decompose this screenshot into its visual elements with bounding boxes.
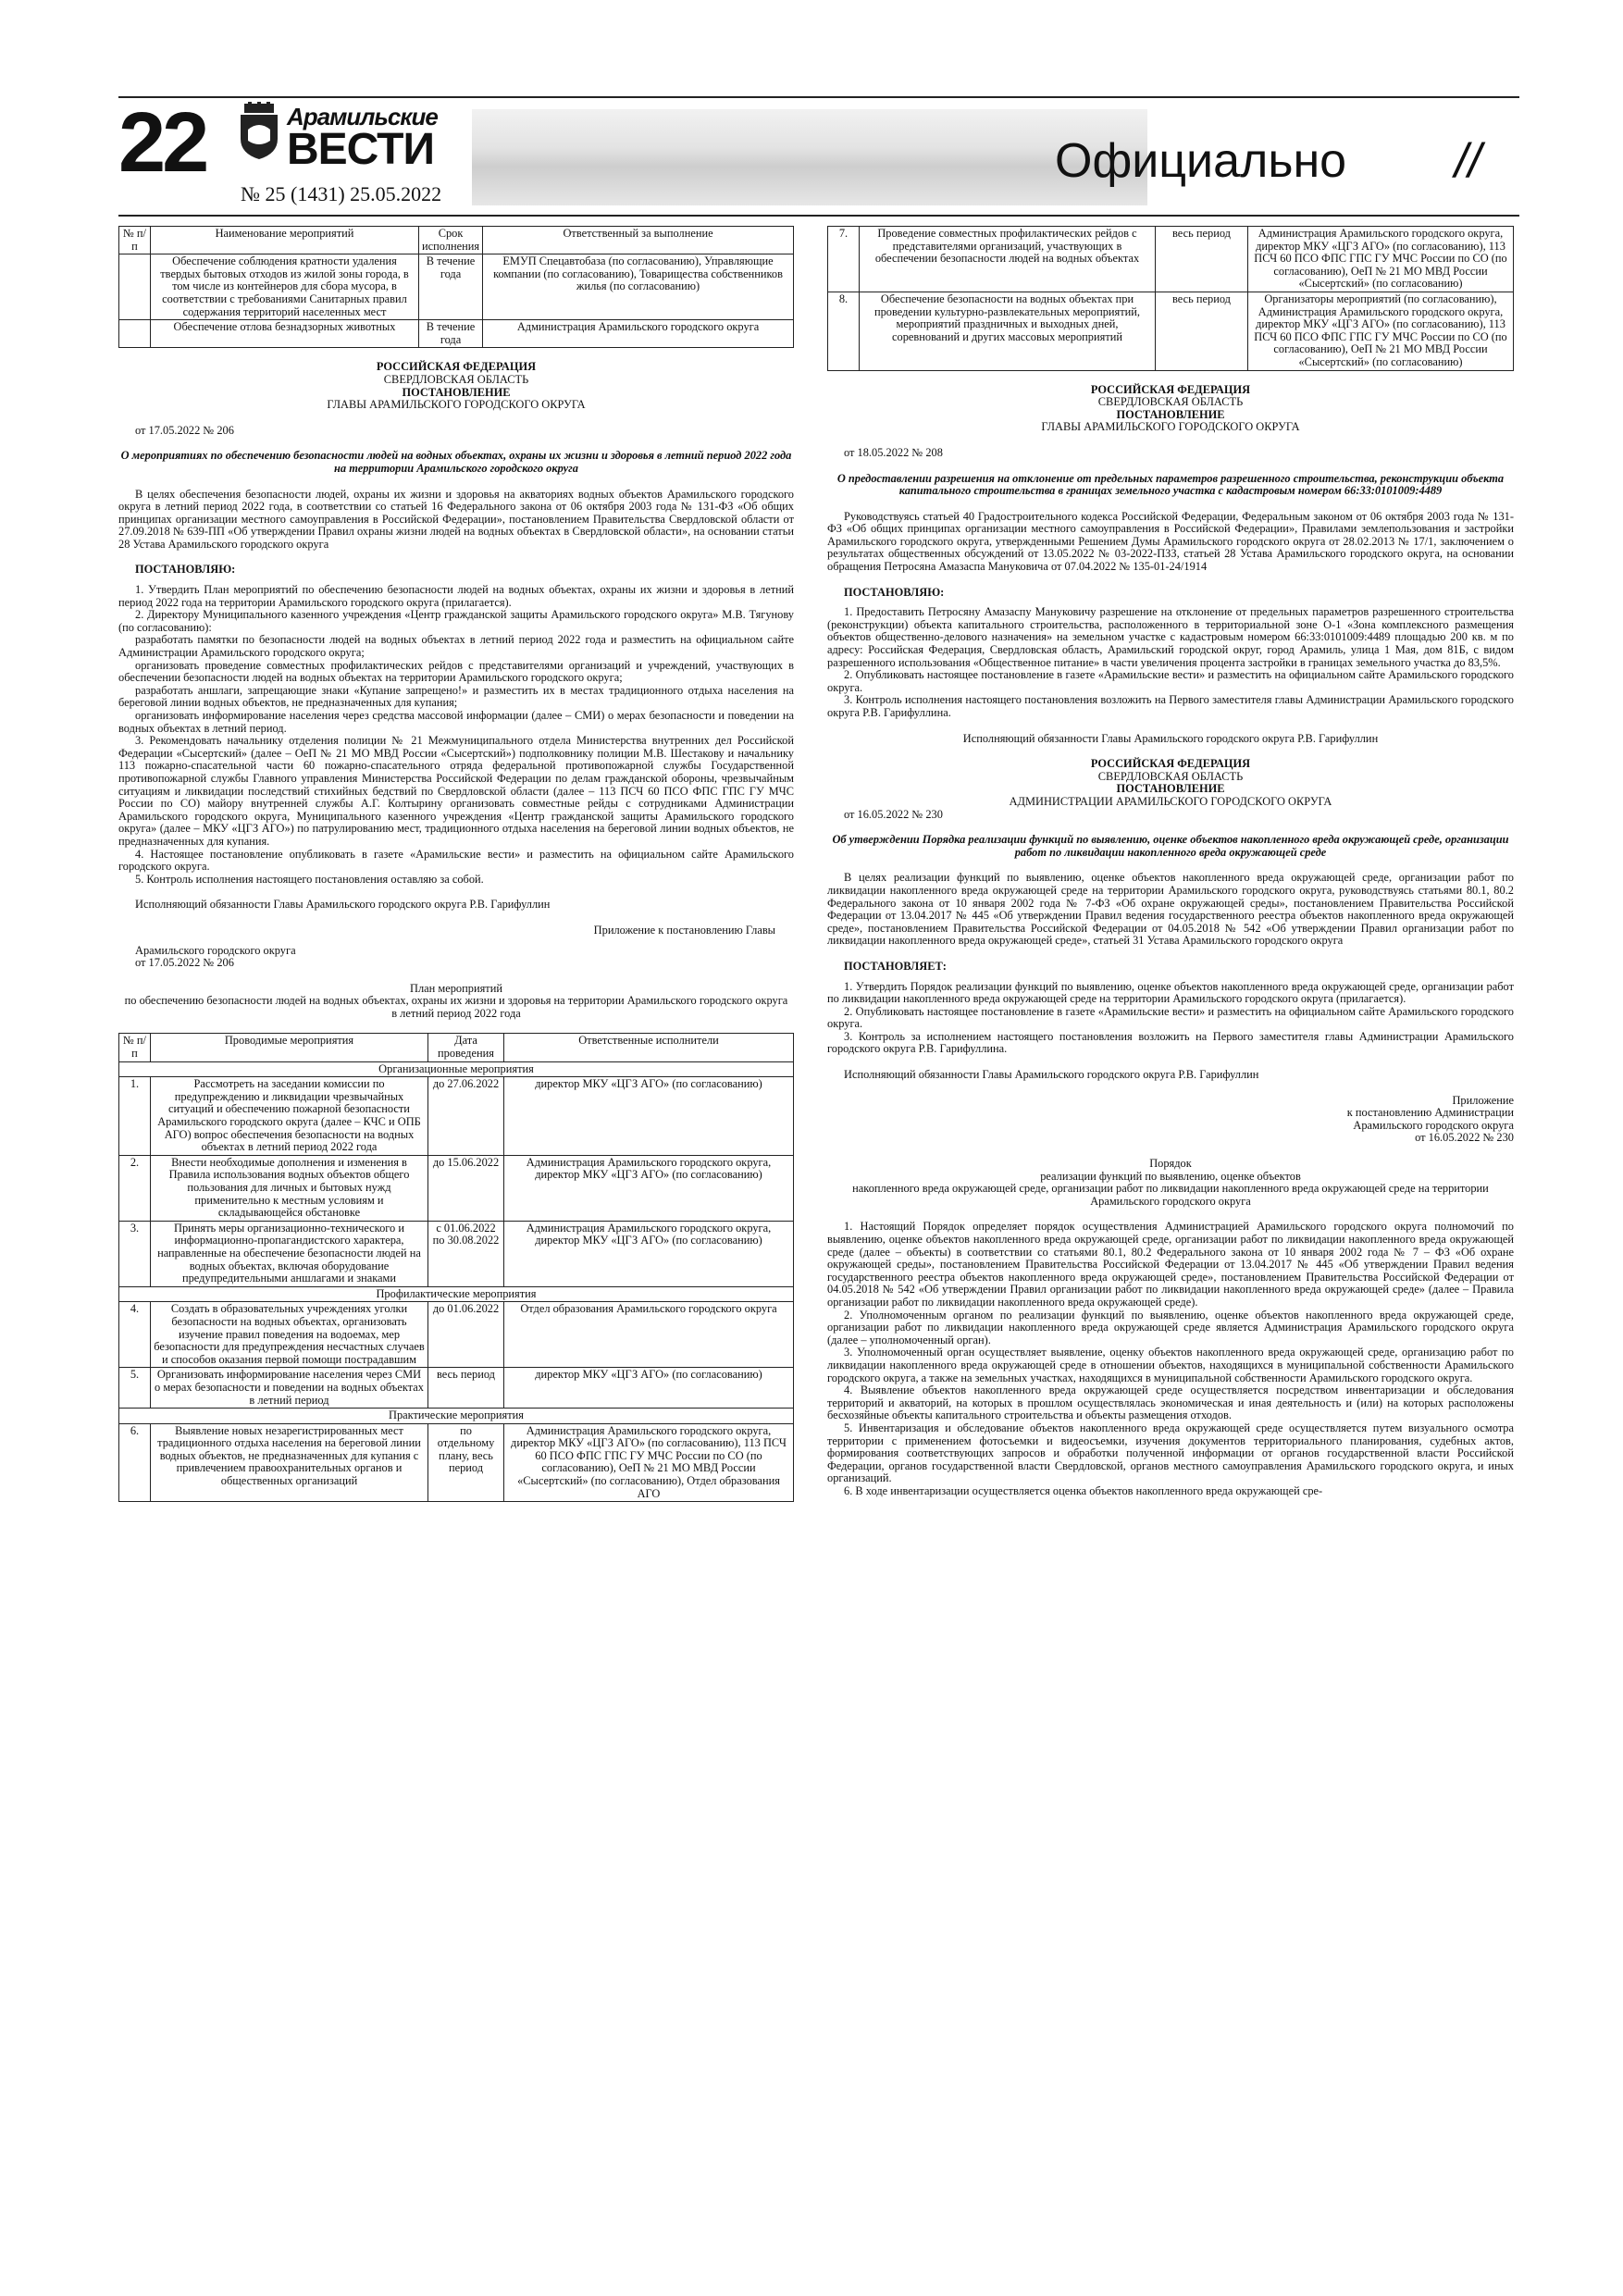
table-row <box>119 1155 794 1221</box>
table-cell: Администрация Арамильского городского округа <box>483 320 794 348</box>
doc-heading: РОССИЙСКАЯ ФЕДЕРАЦИЯ <box>1090 382 1251 396</box>
doc-paragraph: 3. Контроль исполнения настоящего постановления возложить на Первого заместителя главы Администрации Арамильского городского округа Р.В. Гарифуллина. <box>827 693 1514 719</box>
table-cell: Администрация Арамильского городского округа, директор МКУ «ЦГЗ АГО» (по согласованию), 113 ПСЧ 60 ПСО ФПС ГПС ГУ МЧС России по СО (по согласованию), ОеП № 21 МО МВД России «Сысертский» (по согласованию) <box>1248 227 1514 292</box>
doc-heading: СВЕРДЛОВСКАЯ ОБЛАСТЬ <box>1097 395 1244 409</box>
doc-paragraph: В целях обеспечения безопасности людей, охраны их жизни и здоровья на акваториях водных объектов Арамильского городского округа в летний период 2022 года, в соответствии со статьей 16 Федерального закона от 06 октября 2003 года № 131-ФЗ «Об общих принципах организации местного самоуправления в Российской Федерации», постановлением Правительства Свердловской области от 27.09.2018 № 639-ПП «Об утверждении Правил охраны жизни людей на водных объектах в Свердловской области», на основании статьи 28 Устава Арамильского городского округа <box>118 487 794 551</box>
table-cell: весь период <box>1156 292 1248 370</box>
appendix-note: Приложение <box>1452 1093 1514 1107</box>
table-row <box>119 1302 794 1368</box>
table-cell: с 01.06.2022 по 30.08.2022 <box>428 1221 504 1286</box>
plan-table-continued <box>827 226 1514 371</box>
doc-paragraph: организовать проведение совместных профилактических рейдов с представителями организаций и учреждений, участвующих в обеспечении безопасности людей на водных объектах на территории Арамильского городского округа; <box>118 658 794 685</box>
header-top-rule <box>118 96 1519 98</box>
table-cell: 5. <box>119 1368 151 1409</box>
order-title: накопленного вреда окружающей среде, организации работ по ликвидации накопленного вреда окружающей среде на территории Арамильского городского округа <box>852 1182 1489 1208</box>
table-header-cell: Наименование мероприятий <box>151 227 419 254</box>
table-header-cell: № п/п <box>119 1034 151 1061</box>
table-header-row <box>119 227 794 254</box>
doc-resolve: ПОСТАНОВЛЯЮ: <box>844 585 945 599</box>
doc-paragraph: 6. В ходе инвентаризации осуществляется оценка объектов накопленного вреда окружающей сре- <box>844 1483 1323 1497</box>
table-cell: Администрация Арамильского городского округа, директор МКУ «ЦГЗ АГО» (по согласованию), 113 ПСЧ 60 ПСО ФПС ГПС ГУ МЧС России по СО (по согласованию), ОеП № 21 МО МВД России «Сысертский» (по согласованию), Отдел образования АГО <box>504 1423 794 1502</box>
doc-paragraph: 1. Настоящий Порядок определяет порядок осуществления Администрацией Арамильского городского округа полномочий по выявлению, оценке объектов накопленного вреда окружающей среде, организации работ по ликвидации накопленного вреда окружающей среде (далее – объекты) в соответствии со статьями 80.1, 80.2 Федерального закона от 10 января 2002 года № 7 – ФЗ «Об охране окружающей среды», постановлением Правительства Российской Федерации от 13.04.2017 № 445 «Об утверждении Правил ведения государственного реестра объектов накопленного вреда окружающей среде», постановлением Правительства Российской Федерации от 04.05.2018 № 542 «Об утверждении Правил организации работ по ликвидации накопленного вреда окружающей среде» (далее – Правила организации работ по ликвидации накопленного вреда окружающей среде). <box>827 1220 1514 1309</box>
table-cell: 3. <box>119 1221 151 1286</box>
appendix-note: Арамильского городского округа <box>1353 1118 1514 1132</box>
table-cell: Обеспечение соблюдения кратности удаления твердых бытовых отходов из жилой зоны города, в том числе из контейнеров для сбора мусора, в соответствии с требованиями Санитарных правил содержания территорий населенных мест <box>151 254 419 320</box>
table-cell: Администрация Арамильского городского округа, директор МКУ «ЦГЗ АГО» (по согласованию) <box>504 1221 794 1286</box>
table-section-row <box>119 1061 794 1077</box>
table-header-cell: Срок исполнения <box>419 227 483 254</box>
table-cell: Организаторы мероприятий (по согласованию), Администрация Арамильского городского округа, директор МКУ «ЦГЗ АГО» (по согласованию), 113 ПСЧ 60 ПСО ФПС ГПС ГУ МЧС России по СО (по согласованию), ОеП № 21 МО МВД России «Сысертский» (по согласованию) <box>1248 292 1514 370</box>
doc-heading: ГЛАВЫ АРАМИЛЬСКОГО ГОРОДСКОГО ОКРУГА <box>1041 420 1300 434</box>
table-cell: до 15.06.2022 <box>428 1155 504 1221</box>
table-cell: весь период <box>1156 227 1248 292</box>
table-row <box>119 1221 794 1286</box>
table-cell <box>119 320 151 348</box>
table-cell: Внести необходимые дополнения и изменения в Правила использования водных объектов общего пользования для личных и бытовых нужд применительно к местным условиям и складывающейся обстановке <box>151 1155 428 1221</box>
table-cell: весь период <box>428 1368 504 1409</box>
table-cell: Отдел образования Арамильского городского округа <box>504 1302 794 1368</box>
doc-heading: СВЕРДЛОВСКАЯ ОБЛАСТЬ <box>383 372 529 386</box>
plan-title: по обеспечению безопасности людей на водных объектах, охраны их жизни и здоровья на территории Арамильского городского округа <box>124 994 788 1008</box>
table-section-row <box>119 1286 794 1302</box>
table-cell: директор МКУ «ЦГЗ АГО» (по согласованию) <box>504 1368 794 1409</box>
issue-number: № 25 (1431) 25.05.2022 <box>241 182 442 205</box>
appendix-note: к постановлению Администрации <box>1346 1106 1514 1120</box>
doc-paragraph: 2. Опубликовать настоящее постановление в газете «Арамильские вести» и разместить на официальном сайте Арамильского городского округа. <box>827 1004 1514 1031</box>
doc-heading: АДМИНИСТРАЦИИ АРАМИЛЬСКОГО ГОРОДСКОГО ОКРУГА <box>1009 794 1332 808</box>
table-cell: по отдельному плану, весь период <box>428 1423 504 1502</box>
table-cell: Организовать информирование населения через СМИ о мерах безопасности и поведении на водных объектах в летний период <box>151 1368 428 1409</box>
table-cell: Администрация Арамильского городского округа, директор МКУ «ЦГЗ АГО» (по согласованию) <box>504 1155 794 1221</box>
doc-resolve: ПОСТАНОВЛЯЮ: <box>135 563 236 577</box>
doc-heading: ПОСТАНОВЛЕНИЕ <box>1116 782 1225 796</box>
doc-paragraph: разработать памятки по безопасности людей на водных объектах в летний период 2022 года и разместить на официальном сайте Администрации Арамильского городского округа; <box>118 633 794 660</box>
table-header-cell: Проводимые мероприятия <box>151 1034 428 1061</box>
left-column <box>118 226 794 1502</box>
table-header-cell: Ответственный за выполнение <box>483 227 794 254</box>
table-cell: 7. <box>828 227 860 292</box>
table-row <box>119 1423 794 1502</box>
doc-paragraph: 1. Утвердить Порядок реализации функций по выявлению, оценке объектов накопленного вреда окружающей среде, организации работ по ликвидации накопленного вреда окружающей среде на территории Арамильского городского округа (прилагается). <box>827 979 1514 1006</box>
table-cell: Выявление новых незарегистрированных мест традиционного отдыха населения на береговой линии водных объектов, не предназначенных для купания с привлечением правоохранительных органов и общественных организаций <box>151 1423 428 1502</box>
table-cell: Обеспечение отлова безнадзорных животных <box>151 320 419 348</box>
table-header-cell: Дата проведения <box>428 1034 504 1061</box>
section-mark: // <box>1455 134 1481 188</box>
paper-logo <box>287 103 438 174</box>
doc-paragraph: разработать аншлаги, запрещающие знаки «Купание запрещено!» и разместить их в местах традиционного отдыха населения на береговой линии водных объектов, не предназначенных для купания; <box>118 683 794 710</box>
doc-resolve: ПОСТАНОВЛЯЕТ: <box>844 959 947 973</box>
table-header-cell: Ответственные исполнители <box>504 1034 794 1061</box>
page-number: 22 <box>118 95 206 190</box>
table-cell: 1. <box>119 1077 151 1156</box>
doc-paragraph: 5. Контроль исполнения настоящего постановления оставляю за собой. <box>135 872 484 886</box>
table-section-label: Организационные мероприятия <box>119 1061 794 1077</box>
table-cell: Проведение совместных профилактических рейдов с представителями организаций, участвующих в обеспечении безопасности людей на водных объектах <box>860 227 1156 292</box>
appendix-note: от 16.05.2022 № 230 <box>1415 1131 1514 1145</box>
right-column <box>827 226 1514 1497</box>
doc-heading: РОССИЙСКАЯ ФЕДЕРАЦИЯ <box>1090 757 1251 771</box>
table-row <box>119 1368 794 1409</box>
paper-name-main: ВЕСТИ <box>287 125 434 174</box>
doc-date: от 18.05.2022 № 208 <box>844 445 943 459</box>
table-cell: Создать в образовательных учреждениях уголки безопасности на водных объектах, организовать изучение правил поведения на водоемах, мер безопасности для предупреждения несчастных случаев и способов оказания первой помощи пострадавшим <box>151 1302 428 1368</box>
table-row <box>119 1077 794 1156</box>
doc-date: от 16.05.2022 № 230 <box>844 807 943 821</box>
table-header-cell: № п/п <box>119 227 151 254</box>
doc-paragraph: 3. Уполномоченный орган осуществляет выявление, оценку объектов накопленного вреда окружающей среде, организацию работ по ликвидации накопленного вреда окружающей среде в отношении объектов, находящихся в муниципальной собственности Арамильского городского округа, а также на земельных участках, находящихся в муниципальной собственности Арамильского городского округа. <box>827 1346 1514 1384</box>
appendix-note: Приложение к постановлению Главы <box>593 923 775 937</box>
doc-title: Об утверждении Порядка реализации функций по выявлению, оценке объектов накопленного вреда окружающей среде, организации работ по ликвидации накопленного вреда окружающей среде <box>832 833 1509 859</box>
table-cell: В течение года <box>419 320 483 348</box>
doc-paragraph: 3. Контроль за исполнением настоящего постановления возложить на Первого заместителя главы Администрации Арамильского городского округа Р.В. Гарифуллина. <box>827 1029 1514 1056</box>
doc-paragraph: Руководствуясь статьей 40 Градостроительного кодекса Российской Федерации, Федеральным законом от 06 октября 2003 года № 131-ФЗ «Об общих принципах организации местного самоуправления в Российской Федерации», Правилами землепользования и застройки Арамильского городского округа, утвержденными Решением Думы Арамильского городского округа от 28.02.2013 № 17/1, заключением о результатах общественных обсуждений от 13.05.2022 № 03-2022-ПЗЗ, статьей 28 Устава Арамильского городского округа, на основании обращения Петросяна Амазаспа Мануковича от 07.04.2022 № 135-01-24/1914 <box>827 509 1514 574</box>
crest-icon <box>237 102 281 159</box>
doc-signature: Исполняющий обязанности Главы Арамильского городского округа Р.В. Гарифуллин <box>844 1068 1259 1082</box>
table-cell: Обеспечение безопасности на водных объектах при проведении культурно-развлекательных мероприятий, мероприятий праздничных и выходных дней, соревнований и других массовых мероприятий <box>860 292 1156 370</box>
table-row <box>119 254 794 320</box>
table-cell: до 01.06.2022 <box>428 1302 504 1368</box>
doc-heading: ПОСТАНОВЛЕНИЕ <box>402 385 511 399</box>
doc-signature: Исполняющий обязанности Главы Арамильского городского округа Р.В. Гарифуллин <box>135 898 551 912</box>
table-section-row <box>119 1409 794 1424</box>
table-cell: Принять меры организационно-технического и информационно-пропагандистского характера, направленные на обеспечение безопасности людей на водных объектах, включая оборудование предупредительными аншлагами и знаками <box>151 1221 428 1286</box>
doc-paragraph: 2. Опубликовать настоящее постановление в газете «Арамильские вести» и разместить на официальном сайте Арамильского городского округа. <box>827 668 1514 694</box>
table-cell: 8. <box>828 292 860 370</box>
doc-paragraph: 1. Утвердить План мероприятий по обеспечению безопасности людей на водных объектах, охраны их жизни и здоровья в летний период 2022 года на территории Арамильского городского округа (прилагается). <box>118 583 794 609</box>
table-cell: до 27.06.2022 <box>428 1077 504 1156</box>
doc-title: О предоставлении разрешения на отклонение от предельных параметров разрешенного строительства, реконструкции объекта капитального строительства в границах земельного участка с кадастровым номером 66:33:0101009:4489 <box>836 471 1505 498</box>
doc-paragraph: 4. Выявление объектов накопленного вреда окружающей среде осуществляется посредством инвентаризации и обследования территорий и акваторий, на которых в прошлом осуществлялась экономическая и иная деятельность и (или) на которых расположены бесхозяйные объекты капитального строительства и объекты размещения отходов. <box>827 1384 1514 1422</box>
table-cell: ЕМУП Спецавтобаза (по согласованию), Управляющие компании (по согласованию), Товарищества собственников жилья (по согласованию) <box>483 254 794 320</box>
event-table-continued <box>118 226 794 348</box>
table-cell: 2. <box>119 1155 151 1221</box>
table-row <box>828 227 1514 292</box>
doc-paragraph: 2. Директору Муниципального казенного учреждения «Центр гражданской защиты Арамильского городского округа» М.В. Тягунову (по согласованию): <box>118 608 794 634</box>
order-title: Порядок <box>1149 1157 1192 1171</box>
header-bottom-rule <box>118 215 1519 217</box>
doc-heading: РОССИЙСКАЯ ФЕДЕРАЦИЯ <box>376 360 537 374</box>
order-title: реализации функций по выявлению, оценке объектов <box>1040 1169 1301 1183</box>
doc-heading: ГЛАВЫ АРАМИЛЬСКОГО ГОРОДСКОГО ОКРУГА <box>327 398 586 412</box>
header-landscape-image <box>472 109 1147 205</box>
doc-signature: Исполняющий обязанности Главы Арамильского городского округа Р.В. Гарифуллин <box>962 731 1379 745</box>
doc-paragraph: В целях реализации функций по выявлению, оценке объектов накопленного вреда окружающей среде, организации работ по ликвидации накопленного вреда окружающей среде на территории Арамильского городского округа, руководствуясь статьями 80.1, 80.2 Федерального закона от 10 января 2002 года № 7-ФЗ «Об охране окружающей среды», постановлением Правительства Российской Федерации от 13.04.2017 № 445 «Об утверждении Правил ведения государственного реестра объектов накопленного вреда окружающей среде», постановлением Правительства Российской Федерации от 04.05.2018 № 542 «Об утверждении Правил организации работ по ликвидации накопленного вреда окружающей среде», статьей 31 Устава Арамильского городского округа <box>827 871 1514 948</box>
table-row <box>828 292 1514 370</box>
doc-paragraph: 5. Инвентаризация и обследование объектов накопленного вреда окружающей среде осуществляется путем визуального осмотра территории с применением фотосъемки и видеосъемки, изучения документов территориального планирования, судебных актов, формирования соответствующих запросов и обработки полученной информации от органов государственной власти Российской Федерации, органов государственной власти Свердловской, органов местного самоуправления Арамильского городского округа, и иных организаций. <box>827 1421 1514 1485</box>
doc-heading: СВЕРДЛОВСКАЯ ОБЛАСТЬ <box>1097 769 1244 783</box>
table-row <box>119 320 794 348</box>
doc-date: от 17.05.2022 № 206 <box>135 423 234 437</box>
doc-heading: ПОСТАНОВЛЕНИЕ <box>1116 407 1225 421</box>
table-cell: 6. <box>119 1423 151 1502</box>
doc-paragraph: 2. Уполномоченным органом по реализации функций по выявлению, оценке объектов накопленного вреда окружающей среде, организации работ по ликвидации накопленного вреда окружающей среде является Администрация Арамильского городского округа (далее – уполномоченный орган). <box>827 1308 1514 1347</box>
table-cell <box>119 254 151 320</box>
section-title: Официально <box>1055 134 1347 188</box>
doc-title: О мероприятиях по обеспечению безопасности людей на водных объектах, охраны их жизни и здоровья в летний период 2022 года на территории Арамильского городского округа <box>120 449 792 475</box>
plan-title: План мероприятий <box>410 981 502 995</box>
doc-paragraph: 4. Настоящее постановление опубликовать в газете «Арамильские вести» и разместить на официальном сайте Арамильского городского округа. <box>118 847 794 874</box>
table-cell: 4. <box>119 1302 151 1368</box>
table-cell: Рассмотреть на заседании комиссии по предупреждению и ликвидации чрезвычайных ситуаций и обеспечению пожарной безопасности Арамильского городского округа (далее – КЧС и ОПБ АГО) вопрос обеспечения безопасности на водных объектах в летний период 2022 года <box>151 1077 428 1156</box>
plan-title: в летний период 2022 года <box>391 1006 521 1020</box>
page-header <box>118 95 1519 205</box>
paper-name-top: Арамильские <box>287 103 438 130</box>
table-section-label: Профилактические мероприятия <box>119 1286 794 1302</box>
plan-table <box>118 1033 794 1502</box>
table-cell: директор МКУ «ЦГЗ АГО» (по согласованию) <box>504 1077 794 1156</box>
doc-paragraph: 1. Предоставить Петросяну Амазаспу Мануковичу разрешение на отклонение от предельных параметров разрешенного строительства (реконструкции) объекта капитального строительства, расположенного в территориальной зоне О-1 «Зона комплексного размещения объектов общественно-делового назначения» на земельном участке с кадастровым номером 66:33:0101009:4489 площадью 200 кв. м по адресу: Российская Федерация, Свердловская область, Арамильский городской округ, город Арамиль, улица 1 Мая, дом 81Б, с видом разрешенного использования «Общественное питание» в части увеличения процента застройки в границах земельного участка до 83,5%. <box>827 605 1514 669</box>
table-section-label: Практические мероприятия <box>119 1409 794 1424</box>
appendix-note: от 17.05.2022 № 206 <box>135 956 234 970</box>
doc-paragraph: 3. Рекомендовать начальнику отделения полиции № 21 Межмуниципального отдела Министерства внутренних дел Российской Федерации «Сысертский» (далее – ОеП № 21 МО МВД России «Сысертский») подполковнику полиции М.В. Шестакову и начальнику 113 пожарно-спасательной части 60 пожарно-спасательного отряда федеральной противопожарной службы Государственной противопожарной службы Главного управления Министерства Российской Федерации по делам гражданской обороны, чрезвычайным ситуациям и ликвидации последствий стихийных бедствий по Свердловской области (далее – 113 ПСЧ 60 ПСО ФПС ГПС ГУ МЧС России по СО) майору внутренней службы А.Г. Колтырину организовать совместные рейды с сотрудниками Администрации Арамильского городского округа, Муниципального казенного учреждения «Центр гражданской защиты Арамильского городского округа» (далее – МКУ «ЦГЗ АГО») по патрулированию мест, традиционного отдыха населения на береговой линии водных объектов, не предназначенных для купания. <box>118 734 794 848</box>
table-header-row <box>119 1034 794 1061</box>
table-cell: В течение года <box>419 254 483 320</box>
appendix-note: Арамильского городского округа <box>135 943 296 957</box>
doc-paragraph: организовать информирование населения через средства массовой информации (далее – СМИ) о мерах безопасности и поведении на водных объектах в летний период. <box>118 709 794 735</box>
